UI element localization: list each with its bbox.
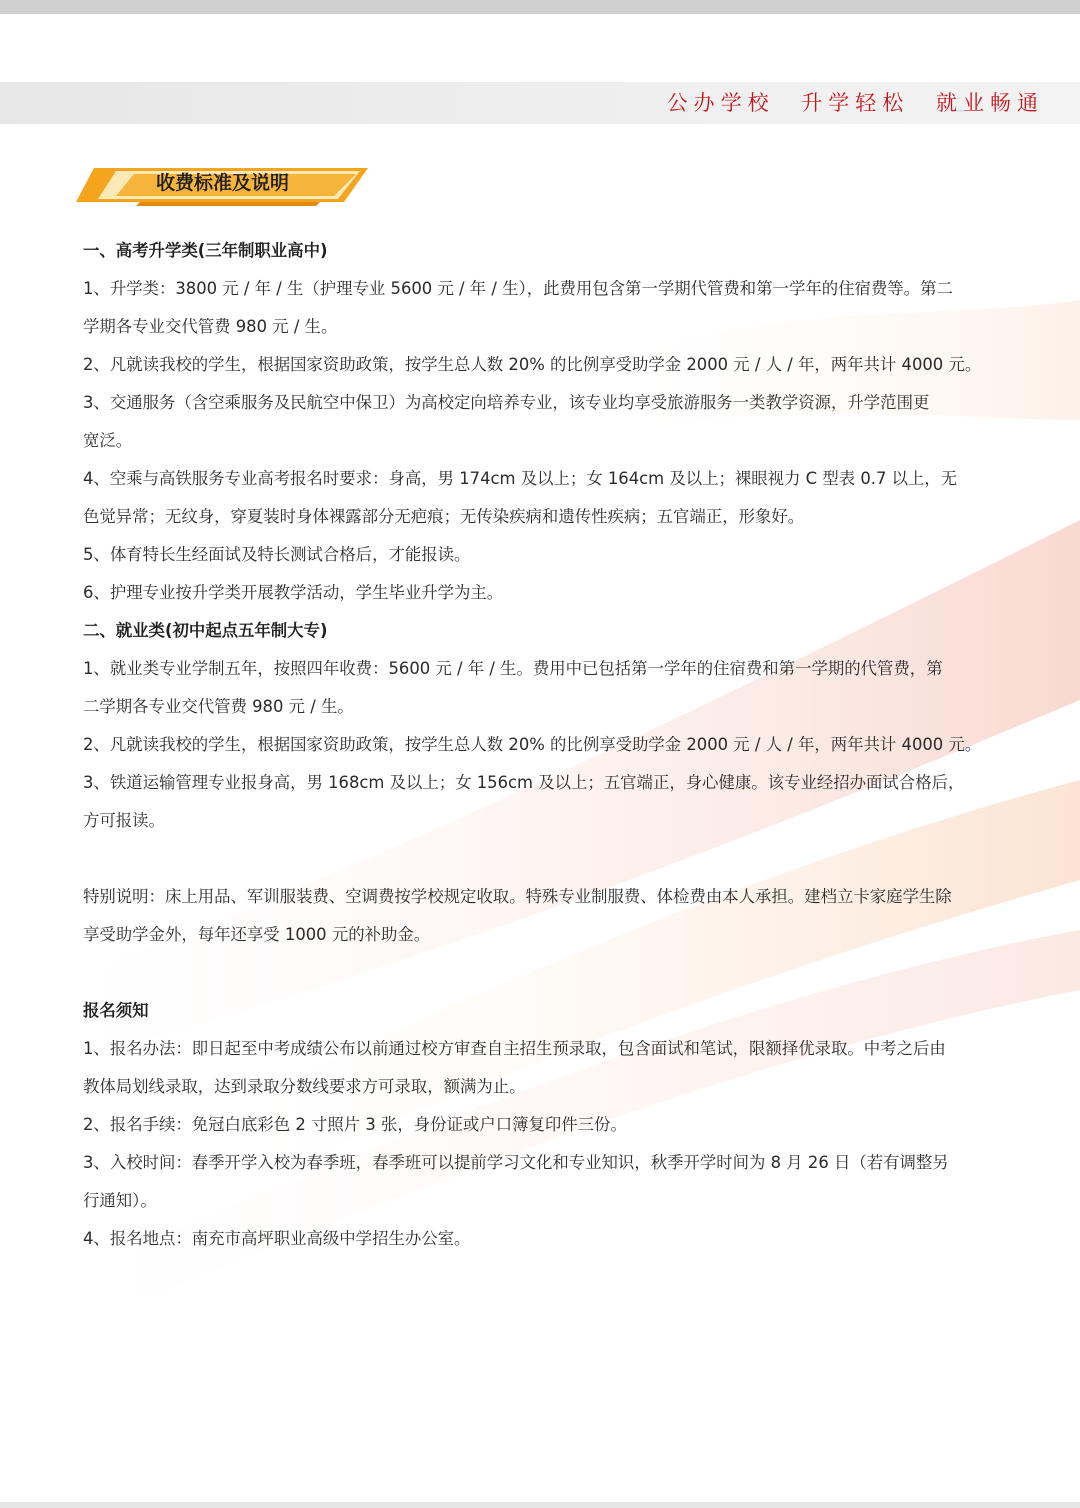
enroll-item-3a: 3、入校时间：春季开学入校为春季班，春季班可以提前学习文化和专业知识，秋季开学时间为 8 月 26 日（若有调整另 (83, 1153, 949, 1172)
slogan-public-school: 公办学校 (666, 91, 775, 115)
special-note-a: 特别说明：床上用品、军训服装费、空调费按学校规定收取。特殊专业制服费、体检费由本人承担。建档立卡家庭学生除 (83, 887, 952, 906)
enroll-item-4: 4、报名地点：南充市高坪职业高级中学招生办公室。 (83, 1229, 471, 1248)
bottom-edge-strip (0, 1502, 1080, 1508)
heading-gaokao: 一、高考升学类(三年制职业高中) (83, 241, 328, 260)
slogan-employment: 就业畅通 (936, 91, 1044, 115)
enroll-item-3b: 行通知）。 (83, 1191, 157, 1210)
fee-item-1a: 1、升学类：3800 元 / 年 / 生（护理专业 5600 元 / 年 / 生），此费用包含第一学期代管费和第一学年的住宿费等。第二 (83, 279, 953, 298)
fee-item-2: 2、凡就读我校的学生，根据国家资助政策，按学生总人数 20% 的比例享受助学金 2000 元 / 人 / 年，两年共计 4000 元。 (83, 355, 982, 374)
fee-item-4b: 色觉异常；无纹身，穿夏装时身体裸露部分无疤痕；无传染疾病和遗传性疾病；五官端正，形象好。 (83, 507, 805, 526)
enroll-item-1a: 1、报名办法：即日起至中考成绩公布以前通过校方审查自主招生预录取，包含面试和笔试，限额择优录取。中考之后由 (83, 1039, 946, 1058)
emp-item-1a: 1、就业类专业学制五年，按照四年收费：5600 元 / 年 / 生。费用中已包括第一学年的住宿费和第一学期的代管费，第 (83, 659, 943, 678)
fee-item-5: 5、体育特长生经面试及特长测试合格后，才能报读。 (83, 545, 471, 564)
document-body (83, 232, 1045, 1258)
emp-item-3a: 3、铁道运输管理专业报身高，男 168cm 及以上；女 156cm 及以上；五官端正，身心健康。该专业经招办面试合格后， (83, 773, 965, 792)
emp-item-2: 2、凡就读我校的学生，根据国家资助政策，按学生总人数 20% 的比例享受助学金 2000 元 / 人 / 年，两年共计 4000 元。 (83, 735, 982, 754)
spacer (83, 954, 1045, 992)
emp-item-3b: 方可报读。 (83, 811, 165, 830)
heading-employment: 二、就业类(初中起点五年制大专) (83, 621, 328, 640)
section-title-badge (76, 166, 368, 208)
slogan-text (653, 88, 1044, 118)
emp-item-1b: 二学期各专业交代管费 980 元 / 生。 (83, 697, 354, 716)
special-note-b: 享受助学金外，每年还享受 1000 元的补助金。 (83, 925, 431, 944)
section-title: 收费标准及说明 (156, 172, 290, 194)
fee-item-3a: 3、交通服务（含空乘服务及民航空中保卫）为高校定向培养专业，该专业均享受旅游服务一类教学资源，升学范围更 (83, 393, 930, 412)
fee-item-1b: 学期各专业交代管费 980 元 / 生。 (83, 317, 338, 336)
fee-item-3b: 宽泛。 (83, 431, 133, 450)
enroll-item-2: 2、报名手续：免冠白底彩色 2 寸照片 3 张，身份证或户口簿复印件三份。 (83, 1115, 627, 1134)
spacer (83, 840, 1045, 878)
heading-enrollment: 报名须知 (83, 1001, 149, 1020)
fee-item-6: 6、护理专业按升学类开展教学活动，学生毕业升学为主。 (83, 583, 504, 602)
slogan-banner (0, 82, 1080, 124)
slogan-easy-admission: 升学轻松 (801, 91, 910, 115)
enroll-item-1b: 教体局划线录取，达到录取分数线要求方可录取，额满为止。 (83, 1077, 526, 1096)
fee-item-4a: 4、空乘与高铁服务专业高考报名时要求：身高，男 174cm 及以上；女 164cm 及以上；裸眼视力 C 型表 0.7 以上，无 (83, 469, 958, 488)
